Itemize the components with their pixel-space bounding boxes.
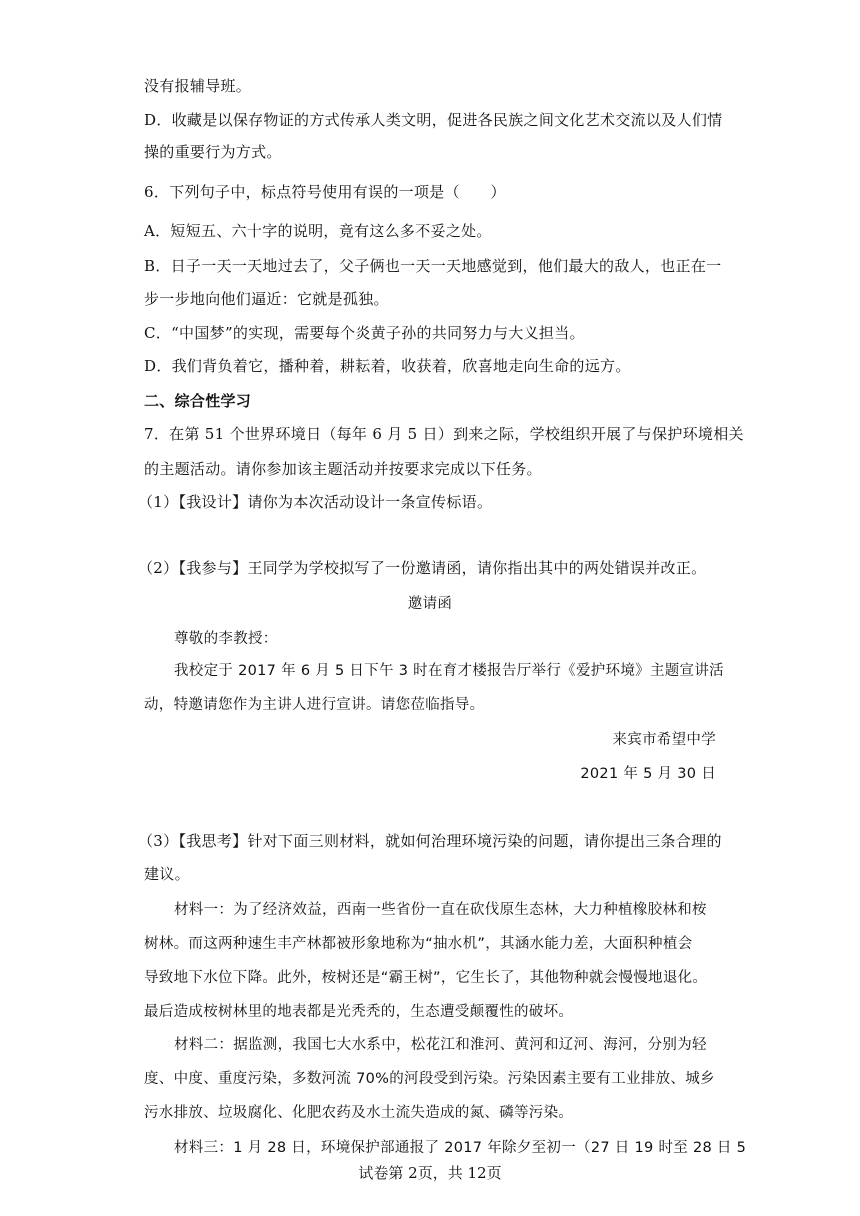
option-d: D．我们背负着它，播种着，耕耘着，收获着，欣喜地走向生命的远方。 xyxy=(144,357,631,375)
material-1: 材料一：为了经济效益，西南一些省份一直在砍伐原生态林，大力种植橡胶林和桉 xyxy=(174,902,707,918)
section-heading: 二、综合性学习 xyxy=(144,392,252,410)
text-line: 操的重要行为方式。 xyxy=(144,143,282,161)
letter-date: 2021 年 5 月 30 日 xyxy=(580,766,716,782)
question-7-part-1: （1）【我设计】请你为本次活动设计一条宣传标语。 xyxy=(138,493,493,511)
text-line: 的主题活动。请你参加该主题活动并按要求完成以下任务。 xyxy=(144,460,542,478)
material-1: 树林。而这两种速生丰产林都被形象地称为“抽水机”，其涵水能力差，大面积种植会 xyxy=(144,936,693,952)
letter-body: 我校定于 2017 年 6 月 5 日下午 3 时在育才楼报告厅举行《爱护环境》主题宣讲活 xyxy=(174,663,724,679)
material-2: 污水排放、垃圾腐化、化肥农药及水土流失造成的氮、磷等污染。 xyxy=(144,1105,574,1121)
material-2: 度、中度、重度污染，多数河流 70%的河段受到污染。污染因素主要有工业排放、城乡 xyxy=(144,1071,715,1087)
letter-salutation: 尊敬的李教授： xyxy=(174,631,278,647)
letter-title: 邀请函 xyxy=(407,596,453,612)
question-7-part-3: （3）【我思考】针对下面三则材料，就如何治理环境污染的问题，请你提出三条合理的 xyxy=(138,832,722,850)
question-7: 7．在第 51 个世界环境日（每年 6 月 5 日）到来之际，学校组织开展了与保护环境相关 xyxy=(144,425,744,443)
question-7-part-2: （2）【我参与】王同学为学校拟写了一份邀请函，请你指出其中的两处错误并改正。 xyxy=(138,559,707,577)
text-line: 步一步地向他们逼近：它就是孤独。 xyxy=(144,290,389,308)
material-3: 材料三：1 月 28 日，环境保护部通报了 2017 年除夕至初一（27 日 19 时至 28 日 5 xyxy=(174,1140,747,1156)
letter-signature: 来宾市希望中学 xyxy=(612,732,716,748)
material-2: 材料二：据监测，我国七大水系中，松花江和淮河、黄河和辽河、海河，分别为轻 xyxy=(174,1037,707,1053)
text-line: 建议。 xyxy=(144,865,190,883)
letter-body: 动，特邀请您作为主讲人进行宣讲。请您莅临指导。 xyxy=(144,697,485,713)
option-a: A．短短五、六十字的说明，竟有这么多不妥之处。 xyxy=(144,222,492,240)
question-6: 6．下列句子中，标点符号使用有误的一项是（ ） xyxy=(144,183,506,201)
option-c: C．“中国梦”的实现，需要每个炎黄子孙的共同努力与大义担当。 xyxy=(144,324,585,342)
option-d: D．收藏是以保存物证的方式传承人类文明，促进各民族之间文化艺术交流以及人们情 xyxy=(144,111,723,129)
page-footer: 试卷第 2页，共 12页 xyxy=(358,1164,502,1182)
option-b: B．日子一天一天地过去了，父子俩也一天一天地感觉到，他们最大的敌人，也正在一 xyxy=(144,257,722,275)
material-1: 最后造成桉树林里的地表都是光秃秃的，生态遭受颠覆性的破坏。 xyxy=(144,1004,574,1020)
material-1: 导致地下水位下降。此外，桉树还是“霸王树”，它生长了，其他物种就会慢慢地退化。 xyxy=(144,970,708,986)
text-line: 没有报辅导班。 xyxy=(144,77,252,95)
